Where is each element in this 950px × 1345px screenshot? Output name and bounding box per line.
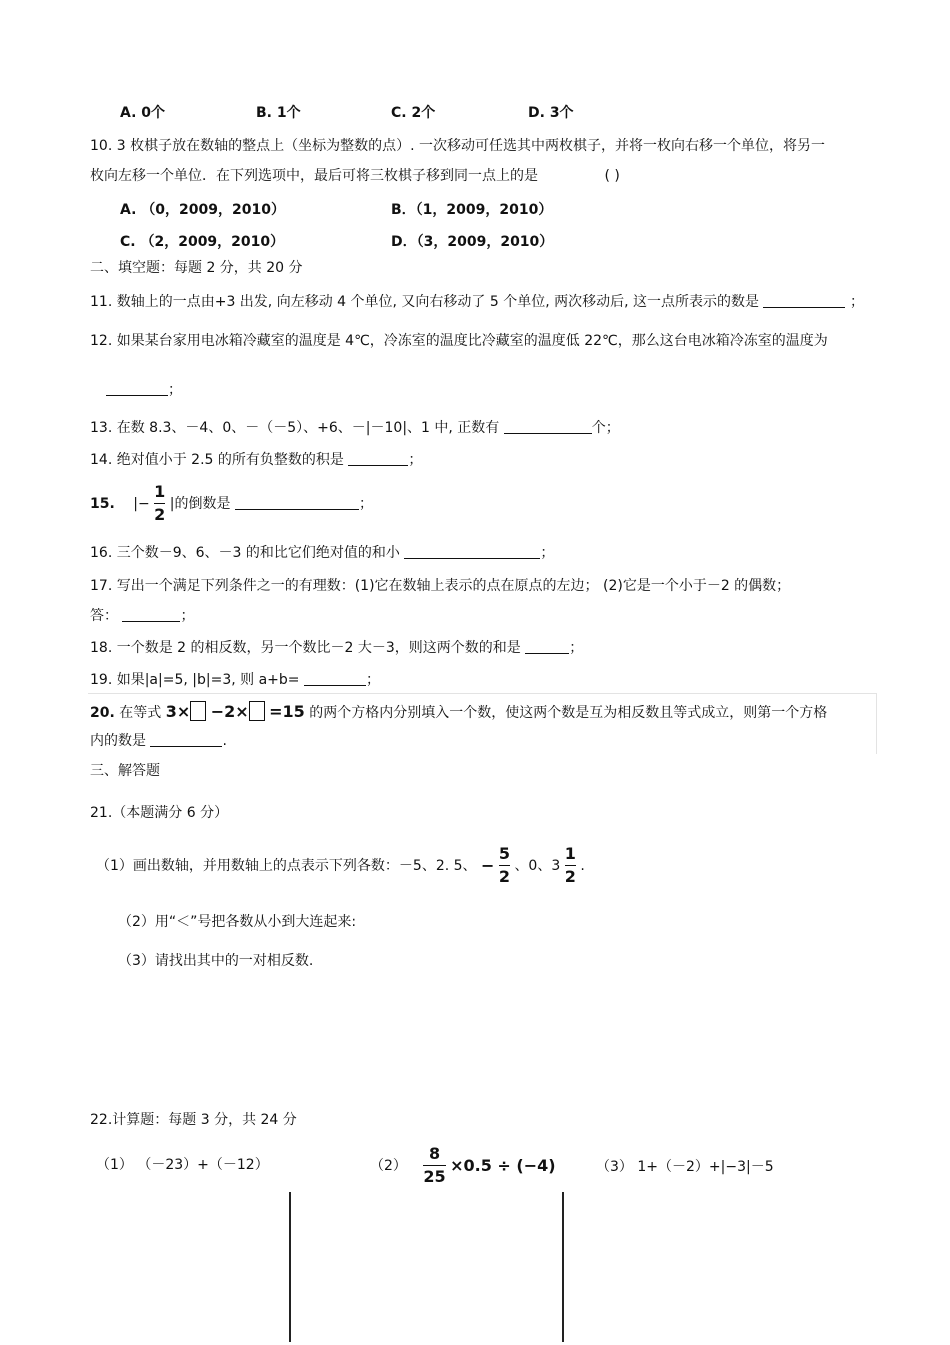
- option-b: B．（1，2009，2010）: [391, 202, 553, 218]
- punctuation: .: [222, 733, 227, 749]
- answer-box[interactable]: [190, 701, 206, 721]
- answer-label: 答：: [90, 608, 118, 624]
- question-text: 16. 三个数－9、6、－3 的和比它们绝对值的和小: [90, 545, 400, 561]
- question-number: 20.: [90, 705, 115, 721]
- punctuation: ；: [358, 495, 373, 512]
- option-a: A. 0个: [120, 105, 166, 121]
- numerator: 8: [428, 1144, 441, 1163]
- answer-paren: ( ): [604, 168, 620, 184]
- question-17-answer: [90, 607, 194, 625]
- denominator: 2: [498, 867, 510, 886]
- question-21-part1: [96, 844, 585, 896]
- punctuation: .: [580, 857, 585, 874]
- punctuation: 个；: [591, 420, 620, 436]
- punctuation: ；: [569, 640, 584, 656]
- question-12: 12. 如果某台家用电冰箱冷藏室的温度是 4℃，冷冻室的温度比冷藏室的温度低 22℃，那么这台电冰箱冷冻室的温度为: [90, 333, 828, 349]
- question-19: [90, 671, 380, 689]
- fraction: [154, 482, 165, 525]
- fraction: [499, 844, 510, 887]
- option-c: C. （2，2009，2010）: [120, 234, 285, 250]
- question-10-line1: 10. 3 枚棋子放在数轴的整点上（坐标为整数的点）. 一次移动可任选其中两枚棋子，并将一枚向右移一个单位，将另一: [90, 138, 825, 154]
- numerator: 1: [564, 844, 576, 863]
- option-c: C. 2个: [391, 105, 436, 121]
- answer-box[interactable]: [249, 701, 265, 721]
- column-divider: [289, 1192, 291, 1342]
- option-a: A. （0，2009，2010）: [120, 202, 285, 218]
- calc-2: [370, 1144, 556, 1192]
- question-text: 18. 一个数是 2 的相反数，另一个数比－2 大－3，则这两个数的和是: [90, 640, 521, 656]
- section-heading: 二、填空题：每题 2 分，共 20 分: [90, 260, 303, 276]
- section-heading: 三、解答题: [90, 763, 160, 779]
- question-21-part2: （2）用“＜”号把各数从小到大连起来:: [118, 914, 357, 930]
- question-17: 17. 写出一个满足下列条件之一的有理数：(1)它在数轴上表示的点在原点的左边； (2)它是一个小于－2 的偶数；: [90, 578, 791, 594]
- question-11: 11. 数轴上的一点由+3 出发, 向左移动 4 个单位, 又向右移动了 5 个单位, 两次移动后, 这一点所表示的数是 ；: [90, 294, 864, 310]
- question-text: |的倒数是: [169, 495, 231, 512]
- question-14: [90, 451, 422, 469]
- question-text: （1）画出数轴，并用数轴上的点表示下列各数：－5、2. 5、: [96, 857, 477, 874]
- equation-part: =15: [269, 702, 305, 721]
- minus-sign: −: [480, 855, 495, 875]
- equation-part: 3×: [165, 702, 191, 721]
- calc-3: （3） 1+（－2）+|−3|－5: [596, 1159, 774, 1175]
- fraction: [423, 1144, 445, 1187]
- calc-label: （2）: [370, 1157, 407, 1174]
- question-20: [90, 701, 827, 724]
- question-10-line2: [90, 167, 620, 185]
- answer-blank: [348, 451, 408, 466]
- calc-1: （1） （－23）+（－12）: [96, 1157, 269, 1173]
- question-12-answer: [106, 381, 182, 399]
- equation-part: −2×: [210, 702, 249, 721]
- calc-expression: ×0.5 ÷ (−4): [450, 1155, 556, 1175]
- column-divider: [562, 1192, 564, 1342]
- question-text: 的两个方格内分别填入一个数，使这两个数是互为相反数且等式成立，则第一个方格: [309, 705, 828, 721]
- abs-open: |−: [133, 495, 150, 512]
- question-text: 11. 数轴上的一点由+3 出发, 向左移动 4 个单位, 又向右移动了 5 个单位, 两次移动后, 这一点所表示的数是: [90, 294, 760, 310]
- answer-blank: [235, 495, 359, 510]
- question-text: 、0、3: [514, 857, 561, 874]
- numerator: 5: [498, 844, 510, 863]
- option-d: D．（3，2009，2010）: [391, 234, 554, 250]
- punctuation: ；: [540, 545, 555, 561]
- question-22-title: 22.计算题：每题 3 分，共 24 分: [90, 1112, 297, 1128]
- question-text: 13. 在数 8.3、－4、0、－（－5）、+6、－|－10|、1 中, 正数有: [90, 420, 500, 436]
- question-text: 19. 如果|a|=5, |b|=3, 则 a+b=: [90, 672, 300, 688]
- question-18: [90, 639, 583, 657]
- punctuation: ；: [365, 672, 380, 688]
- question-number: 15.: [90, 495, 115, 512]
- punctuation: ；: [408, 452, 423, 468]
- question-15: [90, 482, 373, 530]
- option-b: B. 1个: [256, 105, 301, 121]
- question-13: [90, 419, 620, 437]
- answer-blank: [763, 293, 845, 308]
- answer-blank: [150, 732, 222, 747]
- answer-blank: [504, 419, 592, 434]
- question-10-text: 枚向左移一个单位．在下列选项中，最后可将三枚棋子移到同一点上的是: [90, 168, 538, 184]
- question-text: 内的数是: [90, 733, 146, 749]
- question-21-title: 21.（本题满分 6 分）: [90, 805, 229, 821]
- option-d: D. 3个: [528, 105, 574, 121]
- answer-blank: [106, 381, 168, 396]
- question-16: [90, 544, 554, 562]
- question-20-line2: [90, 732, 227, 750]
- question-text: 在等式: [119, 705, 162, 721]
- denominator: 2: [564, 867, 576, 886]
- answer-blank: [304, 671, 366, 686]
- answer-blank: [122, 607, 180, 622]
- question-text: 14. 绝对值小于 2.5 的所有负整数的积是: [90, 452, 344, 468]
- denominator: 25: [423, 1167, 446, 1186]
- fraction: [565, 844, 576, 887]
- denominator: 2: [154, 505, 166, 524]
- question-21-part3: （3）请找出其中的一对相反数.: [118, 953, 314, 969]
- answer-blank: [525, 639, 569, 654]
- numerator: 1: [154, 482, 166, 501]
- punctuation: ；: [168, 382, 182, 398]
- answer-blank: [404, 544, 540, 559]
- punctuation: ；: [180, 608, 195, 624]
